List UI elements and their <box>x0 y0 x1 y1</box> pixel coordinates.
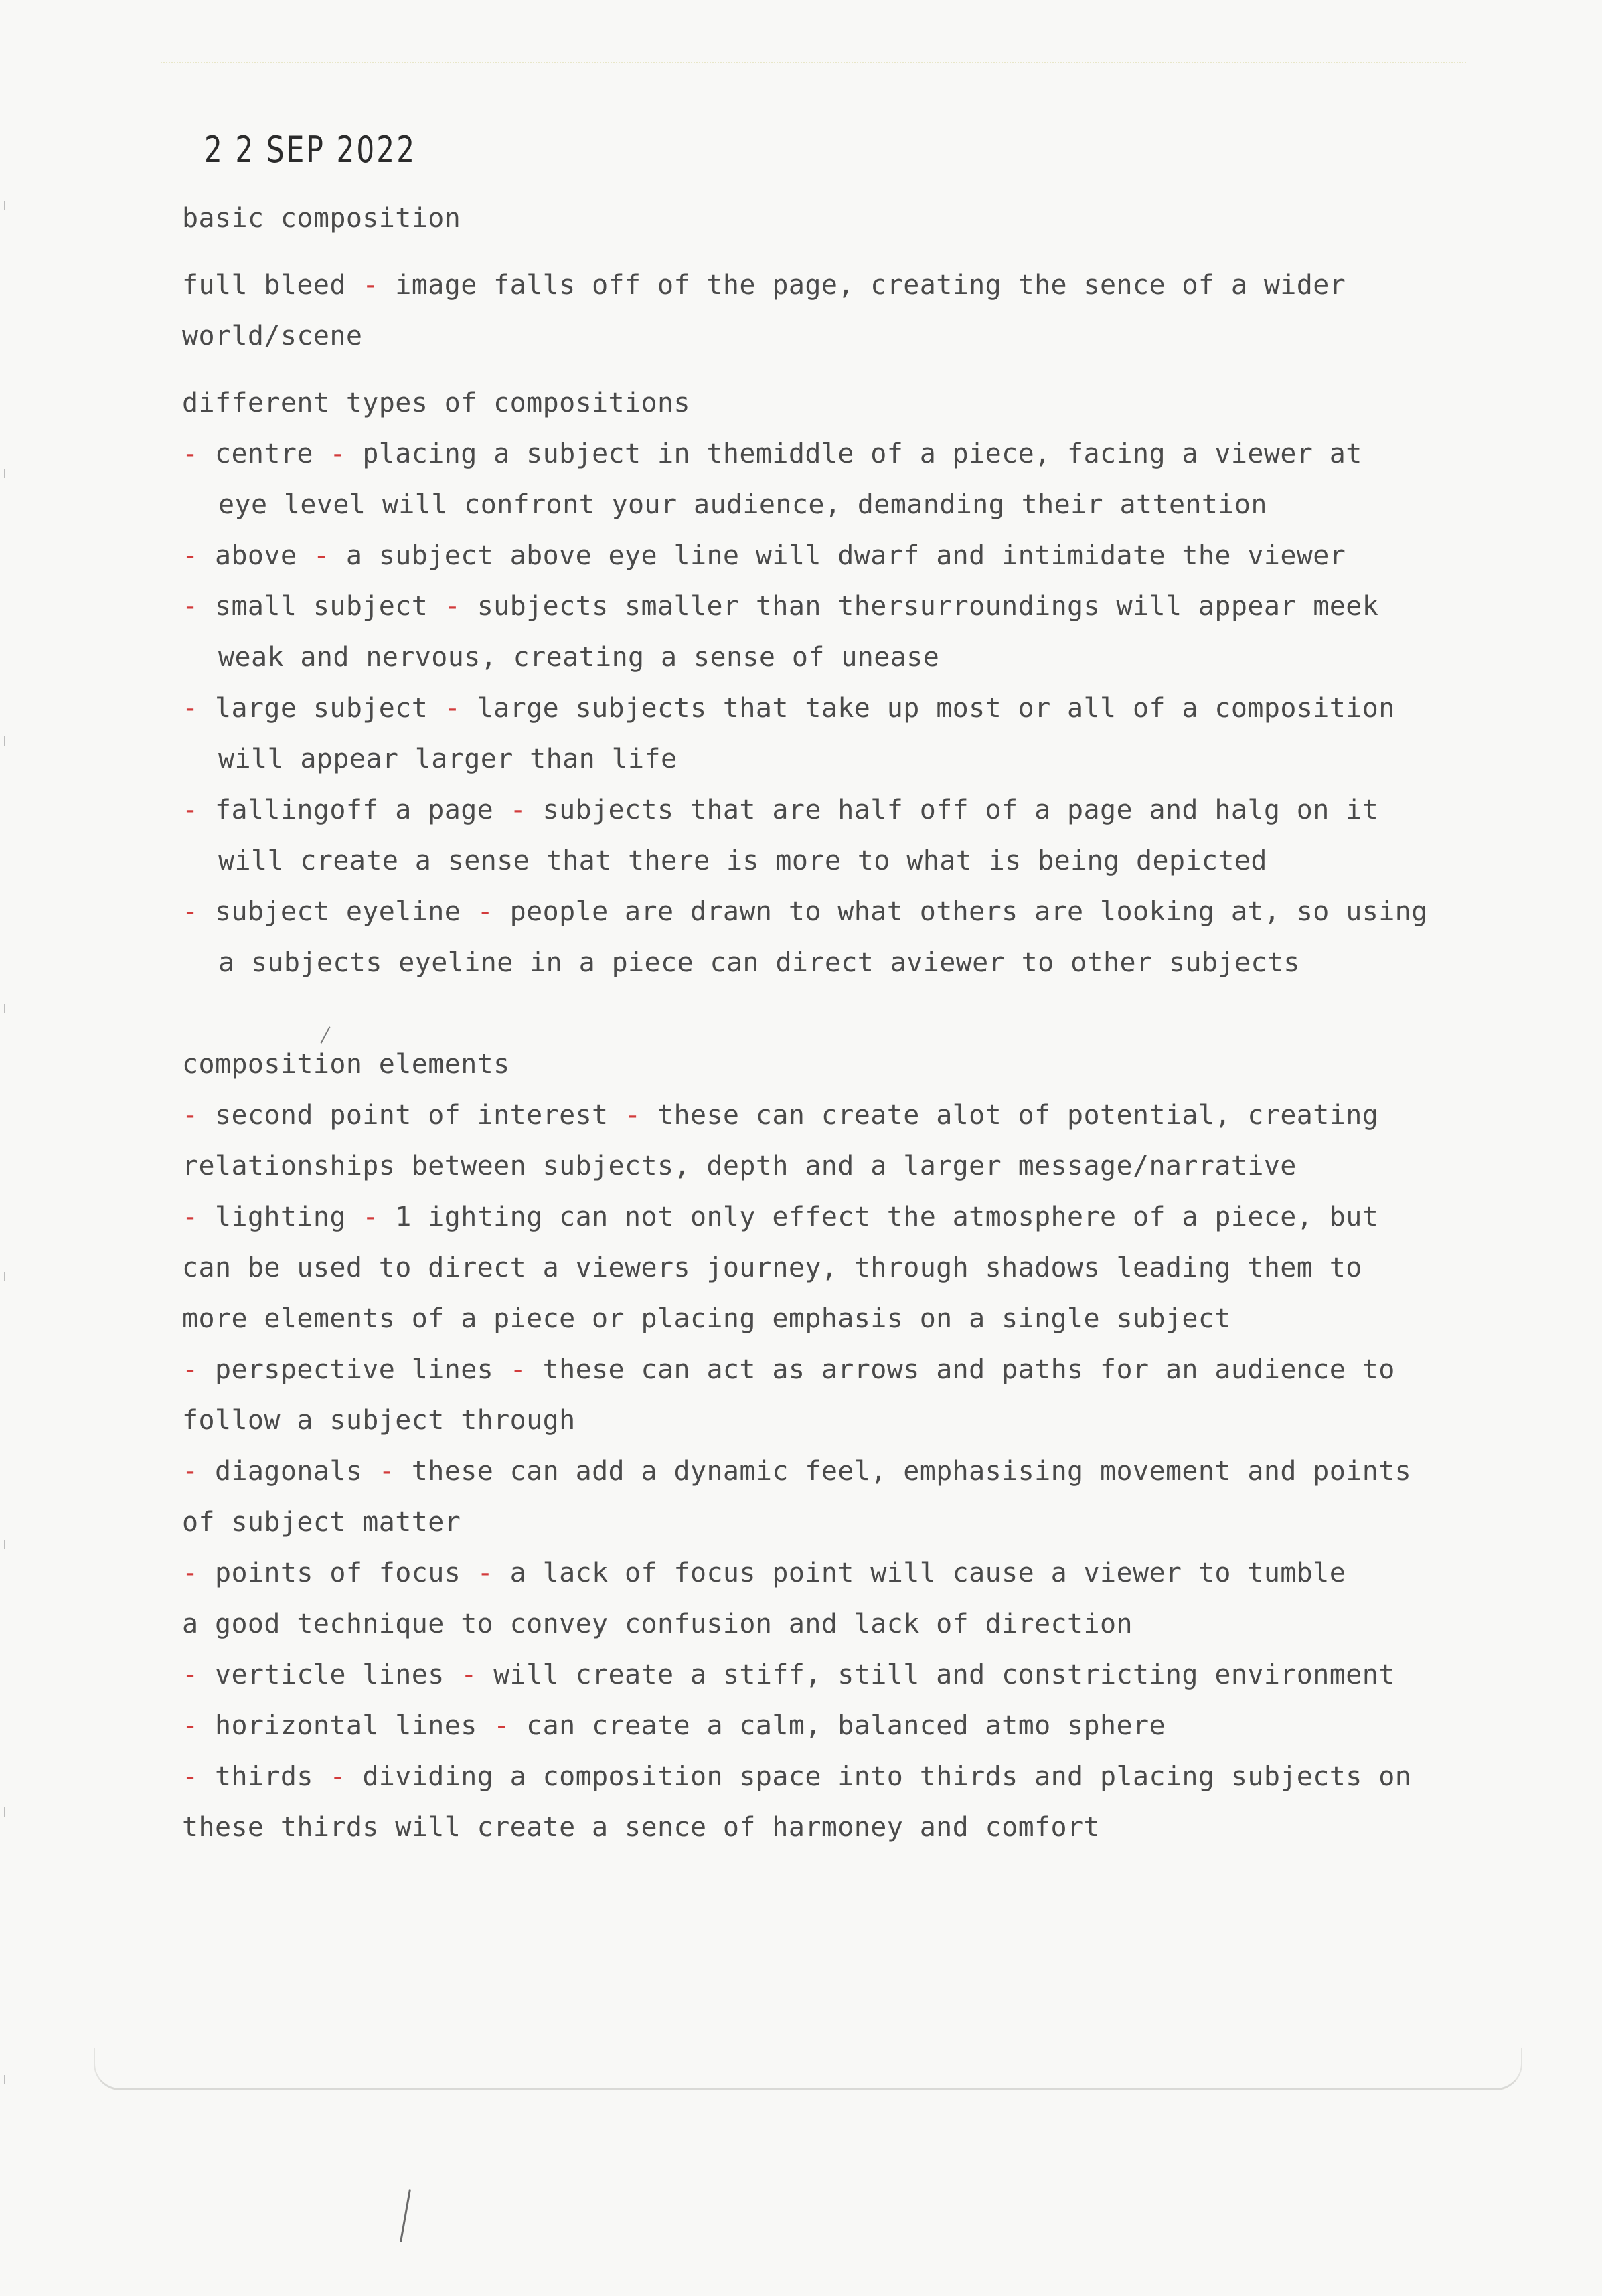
date-stamp: 2 2 SEP 2022 <box>204 129 417 171</box>
red-dash: - <box>182 438 215 469</box>
type-small-subject-line-2: weak and nervous, creating a sense of unease <box>218 642 940 673</box>
binder-mark <box>4 469 5 478</box>
full-bleed-line-1: full bleed - image falls off of the page, creating the sence of a wider <box>182 270 1346 301</box>
elements-heading: composition elements <box>182 1049 510 1080</box>
red-dash: - <box>182 1558 215 1588</box>
element-line: - perspective lines - these can act as arrows and paths for an audience to <box>182 1354 1395 1385</box>
red-dash: - <box>182 1761 215 1792</box>
pencil-scratch-mark <box>400 2189 411 2242</box>
binder-mark <box>4 736 5 746</box>
top-edge-line <box>161 62 1466 63</box>
element-line: a good technique to convey confusion and lack of direction <box>182 1609 1133 1639</box>
sheet-bottom-edge <box>94 2048 1522 2090</box>
document-body <box>182 193 1541 1853</box>
binder-mark <box>4 1272 5 1281</box>
element-line: - horizontal lines - can create a calm, balanced atmo sphere <box>182 1710 1166 1741</box>
binder-mark <box>4 1540 5 1549</box>
type-large-subject-line-1: - large subject - large subjects that take up most or all of a composition <box>182 693 1395 724</box>
element-line: - verticle lines - will create a stiff, still and constricting environment <box>182 1659 1395 1690</box>
red-dash: - <box>182 896 215 927</box>
binder-mark <box>4 2075 5 2084</box>
red-dash: - <box>182 693 215 724</box>
element-line: follow a subject through <box>182 1405 576 1436</box>
red-dash: - <box>444 1659 494 1690</box>
type-centre-line-1: - centre - placing a subject in themiddle of a piece, facing a viewer at <box>182 438 1362 469</box>
type-falling-off-line-2: will create a sense that there is more to what is being depicted <box>218 845 1267 876</box>
red-dash: - <box>313 1761 363 1792</box>
red-dash: - <box>428 591 477 622</box>
element-line: these thirds will create a sence of harmoney and comfort <box>182 1812 1100 1843</box>
red-dash: - <box>345 1202 396 1232</box>
red-dash: - <box>428 693 477 724</box>
element-line: - second point of interest - these can create alot of potential, creating <box>182 1100 1379 1131</box>
red-dash: - <box>182 1202 215 1232</box>
types-heading: different types of compositions <box>182 388 690 418</box>
element-line: - diagonals - these can add a dynamic feel, emphasising movement and points <box>182 1456 1412 1487</box>
type-large-subject-line-2: will appear larger than life <box>218 744 677 774</box>
binder-mark <box>4 201 5 210</box>
full-bleed-line-2: world/scene <box>182 321 363 351</box>
red-dash: - <box>345 270 396 301</box>
type-centre-line-2: eye level will confront your audience, demanding their attention <box>218 489 1267 520</box>
red-dash: - <box>608 1100 657 1131</box>
section-heading: basic composition <box>182 203 461 234</box>
binder-mark <box>4 1807 5 1817</box>
element-line: - thirds - dividing a composition space into thirds and placing subjects on <box>182 1761 1412 1792</box>
element-line: more elements of a piece or placing emphasis on a single subject <box>182 1303 1231 1334</box>
element-line: - lighting - 1 ighting can not only effect the atmosphere of a piece, but <box>182 1202 1379 1232</box>
red-dash: - <box>461 896 510 927</box>
type-falling-off-line-1: - fallingoff a page - subjects that are half off of a page and halg on it <box>182 795 1379 825</box>
element-line: relationships between subjects, depth and a larger message/narrative <box>182 1151 1297 1181</box>
red-dash: - <box>313 438 363 469</box>
type-above-line-1: - above - a subject above eye line will dwarf and intimidate the viewer <box>182 540 1346 571</box>
red-dash: - <box>297 540 346 571</box>
red-dash: - <box>182 1710 215 1741</box>
type-small-subject-line-1: - small subject - subjects smaller than thersurroundings will appear meek <box>182 591 1379 622</box>
element-line: can be used to direct a viewers journey, through shadows leading them to <box>182 1252 1362 1283</box>
element-line: - points of focus - a lack of focus point will cause a viewer to tumble <box>182 1558 1346 1588</box>
binder-mark <box>4 1004 5 1013</box>
red-dash: - <box>182 591 215 622</box>
type-eyeline-line-1: - subject eyeline - people are drawn to what others are looking at, so using <box>182 896 1428 927</box>
red-dash: - <box>182 1354 215 1385</box>
red-dash: - <box>461 1558 510 1588</box>
red-dash: - <box>182 540 215 571</box>
red-dash: - <box>182 1456 215 1487</box>
red-dash: - <box>493 795 543 825</box>
red-dash: - <box>182 1659 215 1690</box>
element-line: of subject matter <box>182 1507 461 1538</box>
red-dash: - <box>493 1354 543 1385</box>
red-dash: - <box>182 795 215 825</box>
red-dash: - <box>477 1710 527 1741</box>
red-dash: - <box>182 1100 215 1131</box>
type-eyeline-line-2: a subjects eyeline in a piece can direct aviewer to other subjects <box>218 947 1300 978</box>
red-dash: - <box>362 1456 412 1487</box>
